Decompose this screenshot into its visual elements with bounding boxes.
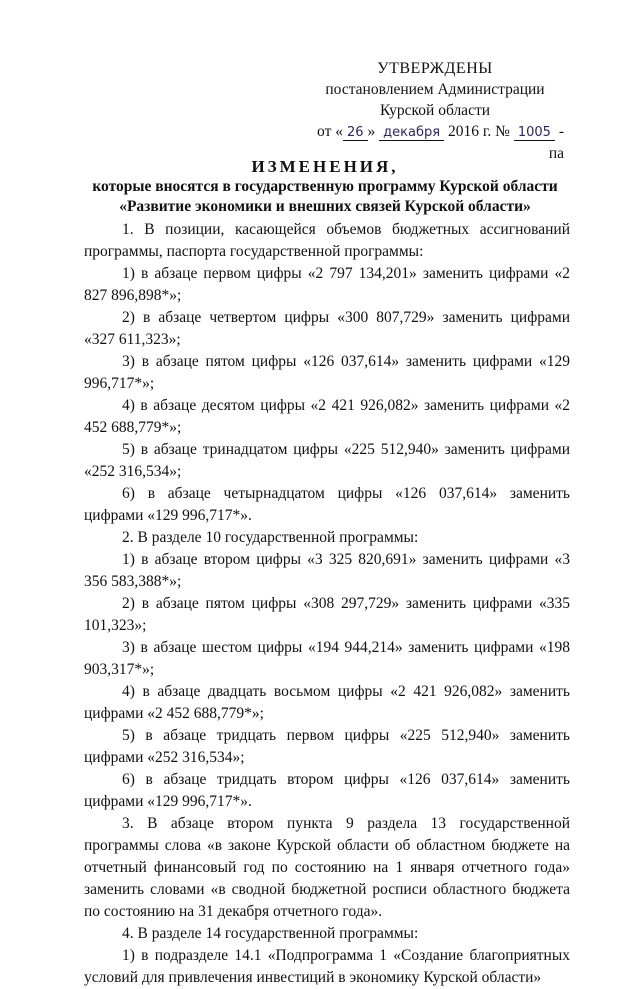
date-mid: » bbox=[367, 123, 376, 140]
title-line-1: ИЗМЕНЕНИЯ, bbox=[251, 157, 399, 176]
paragraph-2: 1) в абзаце первом цифры «2 797 134,201» заменить цифрами «2 827 896,898*»; bbox=[84, 265, 570, 304]
date-day: 26 bbox=[343, 125, 368, 141]
approval-block bbox=[300, 58, 570, 164]
approval-heading: УТВЕРЖДЕНЫ bbox=[377, 60, 493, 77]
paragraph-9: 1) в абзаце втором цифры «3 325 820,691» заменить цифрами «3 356 583,388*»; bbox=[84, 551, 570, 590]
approval-line-1: постановлением Администрации bbox=[325, 81, 545, 98]
paragraph-6: 5) в абзаце тринадцатом цифры «225 512,940» заменить цифрами «252 316,534»; bbox=[84, 441, 570, 480]
paragraph-3: 2) в абзаце четвертом цифры «300 807,729» заменить цифрами «327 611,323»; bbox=[84, 309, 570, 348]
paragraph-11: 3) в абзаце шестом цифры «194 944,214» заменить цифрами «198 903,317*»; bbox=[84, 639, 570, 678]
date-suffix: - па bbox=[548, 123, 564, 162]
paragraph-17: 1) в подразделе 14.1 «Подпрограмма 1 «Создание благоприятных условий для привлечения инвестиций в экономику Курской области» bbox=[84, 947, 570, 986]
paragraph-13: 5) в абзаце тридцать первом цифры «225 512,940» заменить цифрами «252 316,534»; bbox=[84, 727, 570, 766]
date-year: 2016 г. № bbox=[447, 123, 510, 140]
document-body bbox=[84, 219, 570, 989]
title-line-2: которые вносятся в государственную программу Курской области bbox=[92, 178, 558, 195]
paragraph-12: 4) в абзаце двадцать восьмом цифры «2 421 926,082» заменить цифрами «2 452 688,779*»; bbox=[84, 683, 570, 722]
paragraph-1: 1. В позиции, касающейся объемов бюджетных ассигнований программы, паспорта государственной программы: bbox=[84, 221, 570, 260]
paragraph-5: 4) в абзаце десятом цифры «2 421 926,082» заменить цифрами «2 452 688,779*»; bbox=[84, 397, 570, 436]
paragraph-14: 6) в абзаце тридцать втором цифры «126 037,614» заменить цифрами «129 996,717*». bbox=[84, 771, 570, 810]
paragraph-10: 2) в абзаце пятом цифры «308 297,729» заменить цифрами «335 101,323»; bbox=[84, 595, 570, 634]
date-prefix: от « bbox=[317, 123, 343, 140]
title-line-3: «Развитие экономики и внешних связей Курской области» bbox=[119, 198, 531, 215]
decree-number: 1005 bbox=[514, 125, 555, 141]
paragraph-4: 3) в абзаце пятом цифры «126 037,614» заменить цифрами «129 996,717*»; bbox=[84, 353, 570, 392]
paragraph-15: 3. В абзаце втором пункта 9 раздела 13 государственной программы слова «в законе Курской области об областном бюджете на отчетный финансовый год по состоянию на 1 января отчетного года» заменить словами «в сводной бюджетной росписи областного бюджета по состоянию на 31 декабря отчетного года». bbox=[84, 815, 570, 920]
approval-line-2: Курской области bbox=[379, 102, 491, 119]
date-month: декабря bbox=[379, 125, 444, 141]
paragraph-8: 2. В разделе 10 государственной программы: bbox=[122, 529, 419, 546]
document-title bbox=[60, 157, 590, 217]
paragraph-7: 6) в абзаце четырнадцатом цифры «126 037,614» заменить цифрами «129 996,717*». bbox=[84, 485, 570, 524]
paragraph-16: 4. В разделе 14 государственной программы: bbox=[122, 925, 419, 942]
